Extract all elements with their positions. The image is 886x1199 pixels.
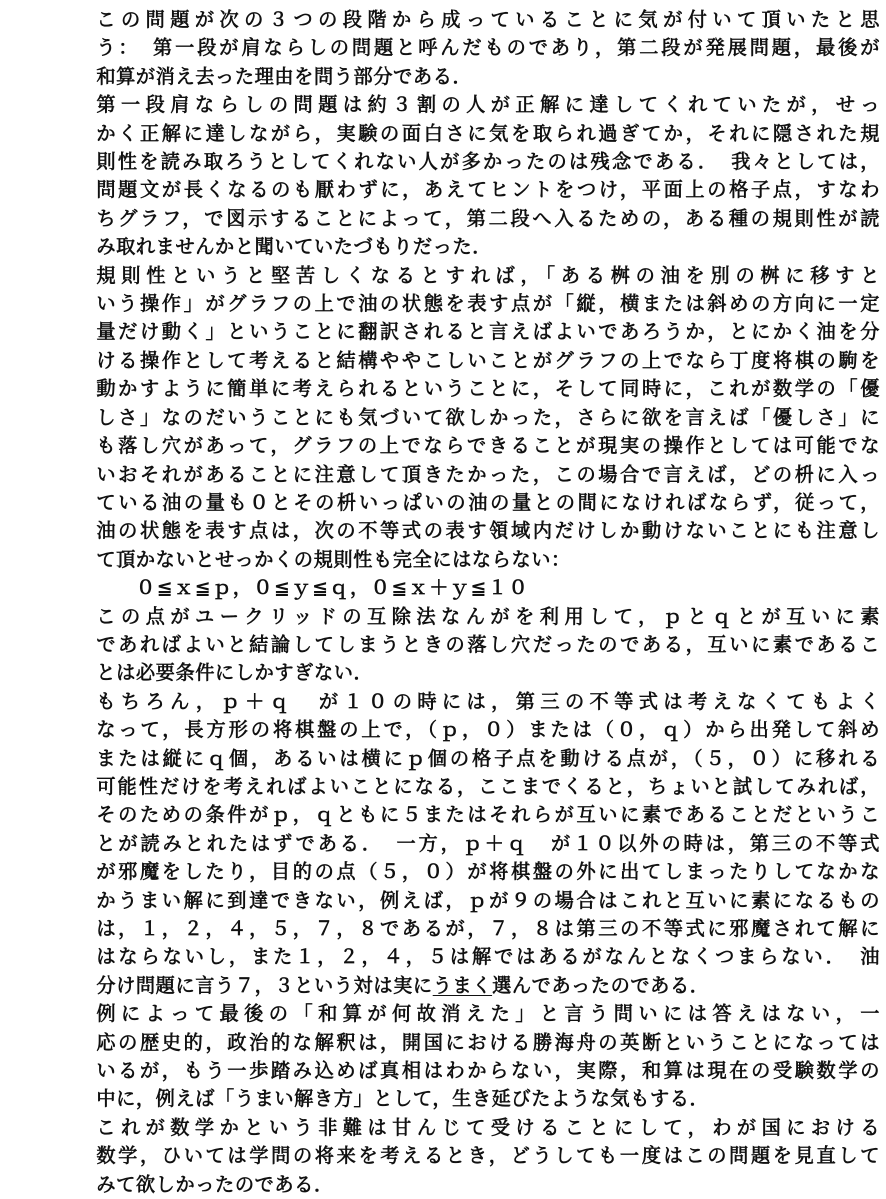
text-line: いう操作」がグラフの上で油の状態を表す点が「縦，横または斜めの方向に一定 <box>96 292 880 316</box>
text-line: 問題文が長くなるのも厭わずに，あえてヒントをつけ，平面上の格子点，すなわ <box>96 178 880 202</box>
text-fragment: 選んであったのである． <box>492 973 710 997</box>
text-line: みて欲しかったのである． <box>96 1172 334 1196</box>
text-line: 量だけ動く」ということに翻訳されると言えばよいであろうか，とにかく油を分 <box>96 320 880 344</box>
text-line: かく正解に達しながら，実験の面白さに気を取られ過ぎてか，それに隠された規 <box>96 121 880 145</box>
text-fragment: 分け問題に言う７，３という対は実に <box>96 973 433 997</box>
text-line: この点がユークリッドの互除法なんがを利用して，ｐとｑとが互いに素 <box>96 604 880 628</box>
text-line: 則性を読み取ろうとしてくれない人が多かったのは残念である． 我々としては， <box>96 150 880 174</box>
text-line: 可能性だけを考えればよいことになる，ここまでくると，ちょいと試してみれば， <box>96 774 880 798</box>
document-page <box>8 6 880 1199</box>
text-line: 和算が消え去った理由を問う部分である． <box>96 64 473 88</box>
text-line: も落し穴があって，グラフの上でならできることが現実の操作としては可能でな <box>96 434 880 458</box>
text-line: とが読みとれたはずである． 一方，ｐ＋ｑ が１０以外の時は，第三の不等式 <box>96 831 880 855</box>
paragraph-closing <box>8 1114 880 1199</box>
text-line: いるが，もう一歩踏み込めば真相はわからない，実際，和算は現在の受験数学の <box>96 1059 880 1083</box>
text-line: 動かすように簡単に考えられるということに，そして同時に，これが数学の「優 <box>96 377 880 401</box>
text-line: 第一段肩ならしの問題は約３割の人が正解に達してくれていたが，せっ <box>96 93 880 117</box>
text-line: ける操作として考えると結構ややこしいことがグラフの上でなら丁度将棋の駒を <box>96 348 880 372</box>
text-line: う： 第一段が肩ならしの問題と呼んだものであり，第二段が発展問題，最後が <box>96 36 880 60</box>
text-line: み取れませんかと聞いていたづもりだった． <box>96 235 493 259</box>
paragraph-first-stage <box>8 91 880 261</box>
paragraph-of-course <box>8 688 880 1000</box>
text-line: なって，長方形の将棋盤の上で，（ｐ，０）または（０，ｑ）から出発して斜め <box>96 718 880 742</box>
text-line: て頂かないとせっかくの規則性も完全にはならない： <box>96 547 571 571</box>
paragraph-euclid <box>8 603 880 688</box>
paragraph-wasan <box>8 1000 880 1114</box>
text-line: かうまい解に到達できない，例えば，ｐが９の場合はこれと互いに素になるもの <box>96 888 880 912</box>
text-line: 応の歴史的，政治的な解釈は，開国における勝海舟の英断ということになっては <box>96 1030 880 1054</box>
paragraph-intro <box>8 6 880 91</box>
text-line: ちグラフ，で図示することによって，第二段へ入るための，ある種の規則性が読 <box>96 206 880 230</box>
underlined-phrase: うまく <box>432 973 493 997</box>
paragraph-regularity <box>8 262 880 574</box>
text-line: いおそれがあることに注意して頂きたかった，この場合で言えば，どの枡に入っ <box>96 462 880 486</box>
text-line: であればよいと結論してしまうときの落し穴だったのである，互いに素であるこ <box>96 632 880 656</box>
text-line: または縦にｑ個，あるいは横にｐ個の格子点を動ける点が，（５，０）に移れる <box>96 746 880 770</box>
text-line: そのための条件がｐ，ｑともに５またはそれらが互いに素であることだというこ <box>96 803 880 827</box>
text-line: ている油の量も０とその枡いっぱいの油の量との間になければならず，従って， <box>96 490 880 514</box>
text-line: これが数学かという非難は甘んじて受けることにして，わが国における <box>96 1115 880 1139</box>
text-line: が邪魔をしたり，目的の点（５，０）が将棋盤の外に出てしまったりしてなかな <box>96 860 880 884</box>
text-line: この問題が次の３つの段階から成っていることに気が付いて頂いたと思 <box>96 8 880 31</box>
inequality-formula: ０≦ｘ≦ｐ，０≦ｙ≦ｑ，０≦ｘ＋ｙ≦１０ <box>136 576 530 600</box>
text-line: もちろん，ｐ＋ｑ が１０の時には，第三の不等式は考えなくてもよく <box>96 689 880 713</box>
text-line: 油の状態を表す点は，次の不等式の表す領域内だけしか動けないことにも注意し <box>96 519 880 543</box>
text-line: は，１，２，４，５，７，８であるが，７，８は第三の不等式に邪魔されて解に <box>96 917 880 940</box>
text-line: 規則性というと堅苦しくなるとすれば，「ある桝の油を別の桝に移すと <box>96 263 880 287</box>
text-line: 例によって最後の「和算が何故消えた」と言う問いには答えはない，一 <box>96 1002 880 1026</box>
text-line: とは必要条件にしかすぎない． <box>96 661 374 685</box>
text-line: はならないし，また１，２，４，５は解ではあるがなんとなくつまらない． 油 <box>96 945 880 969</box>
text-line: 数学，ひいては学問の将来を考えるとき，どうしても一度はこの問題を見直して <box>96 1144 880 1168</box>
text-line: 中に，例えば「うまい解き方」として，生き延びたような気もする． <box>96 1087 710 1111</box>
text-line: しさ」なのだいうことにも気づいて欲しかった，さらに欲を言えば「優しさ」に <box>96 405 880 429</box>
text-line <box>8 972 880 1000</box>
